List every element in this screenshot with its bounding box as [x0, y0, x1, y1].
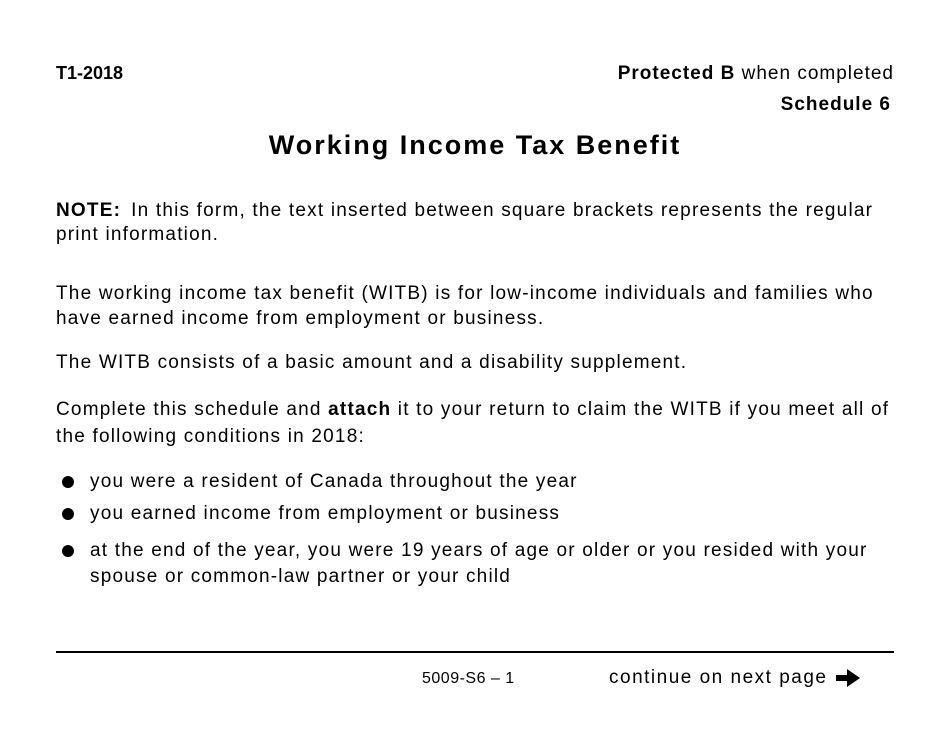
attach-emphasis: attach — [328, 399, 392, 420]
condition-item: you were a resident of Canada throughout the year — [90, 471, 578, 492]
schedule-label: Schedule 6 — [780, 94, 891, 115]
bullet-icon — [62, 545, 74, 557]
form-id: T1-2018 — [56, 63, 124, 83]
page-number: 5009-S6 – 1 — [422, 670, 515, 687]
footer-divider — [56, 651, 894, 653]
bullet-icon — [62, 508, 74, 520]
arrow-right-icon — [834, 666, 862, 690]
page-title: Working Income Tax Benefit — [268, 130, 682, 160]
protected-suffix: when completed — [735, 63, 894, 84]
bullet-icon — [62, 476, 74, 488]
note-label: NOTE: — [56, 200, 122, 221]
protected-level: Protected B — [617, 63, 736, 84]
note-paragraph — [56, 199, 906, 247]
condition-item: you earned income from employment or business — [90, 503, 561, 524]
witb-components-paragraph: The WITB consists of a basic amount and a disability supplement. — [56, 352, 688, 373]
intro-paragraph: The working income tax benefit (WITB) is for low-income individuals and families who have earned income from employment or business. — [56, 283, 874, 329]
continue-link[interactable] — [609, 666, 862, 690]
eligibility-text-end: it to your return to claim the WITB if you meet all of the following conditions in 2018: — [56, 399, 890, 447]
continue-text: continue on next page — [609, 667, 828, 688]
condition-item: at the end of the year, you were 19 years of age or older or you resided with your spouse or common-law partner or your child — [90, 540, 868, 587]
note-text: In this form, the text inserted between square brackets represents the regular print information. — [56, 200, 874, 245]
eligibility-paragraph — [56, 396, 906, 450]
eligibility-text-start: Complete this schedule and — [56, 399, 329, 420]
protected-label — [618, 63, 894, 85]
